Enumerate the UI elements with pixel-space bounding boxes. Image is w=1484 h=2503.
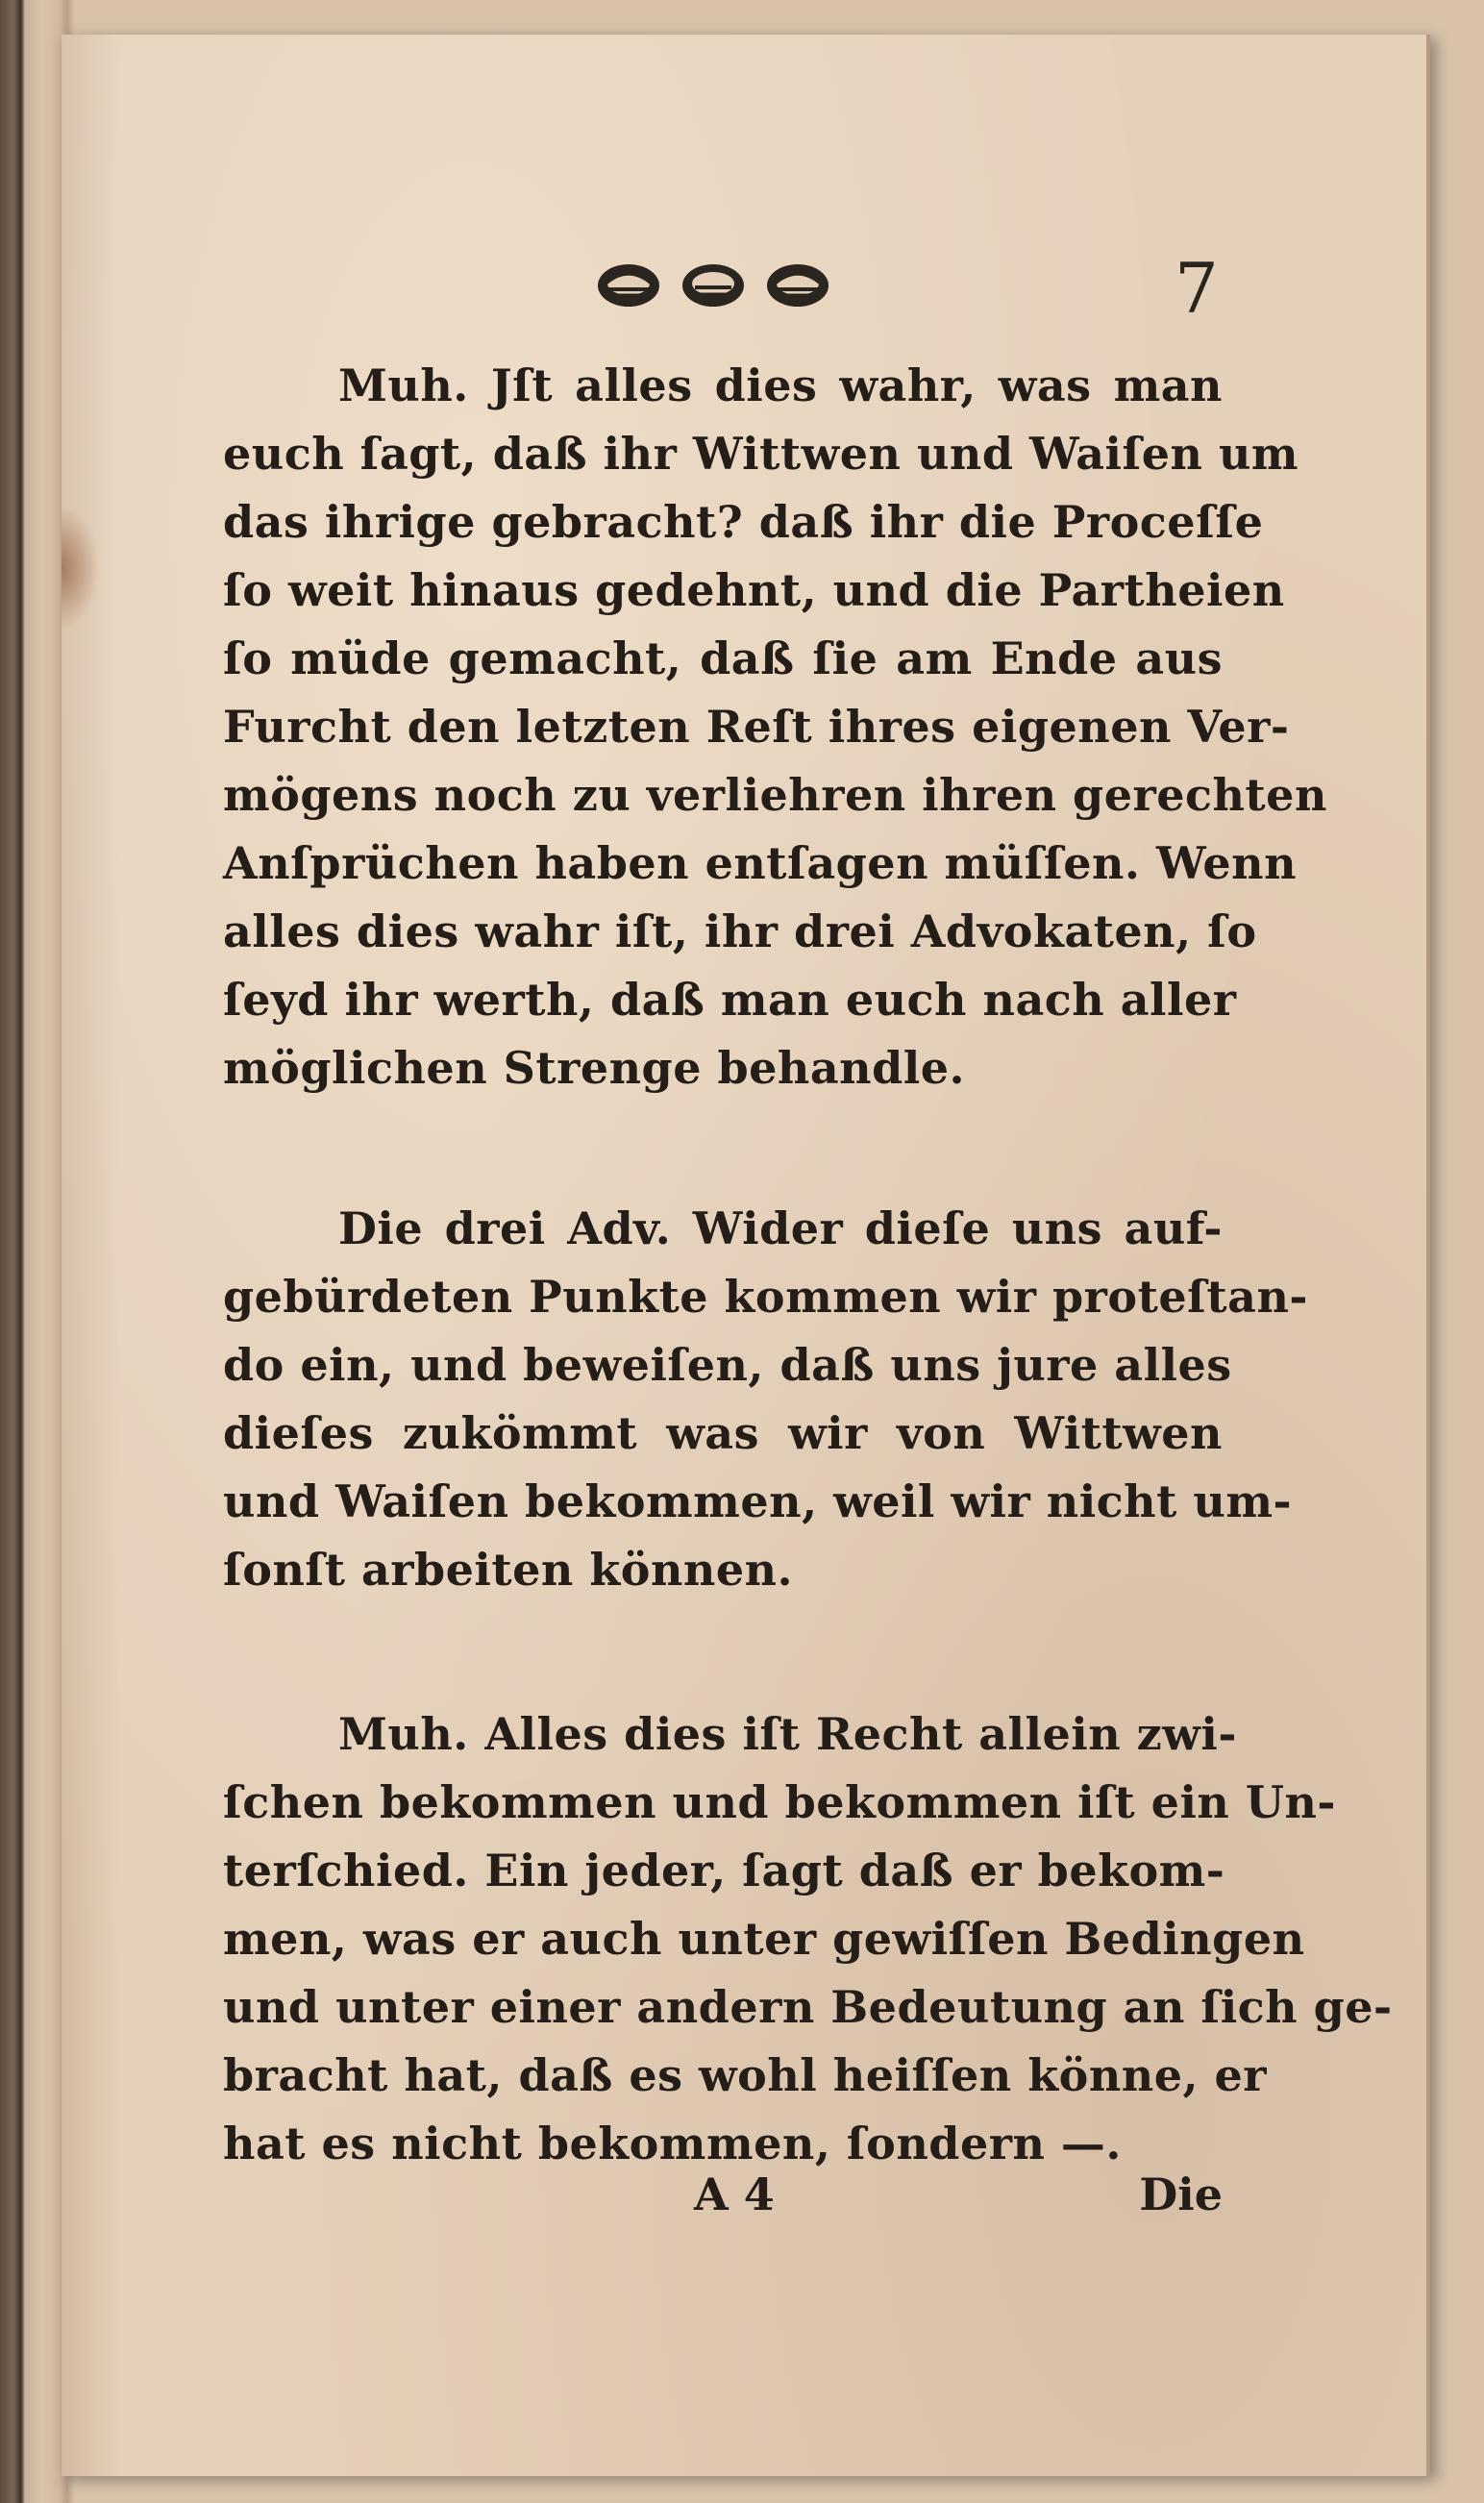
signature-mark: A 4 <box>694 2168 775 2220</box>
page-number: 7 <box>1175 248 1219 329</box>
text-line: ſchen bekommen und bekommen iſt ein Un- <box>223 1776 1337 1828</box>
text-line: und unter einer andern Bedeutung an ſich ge- <box>223 1981 1393 2033</box>
text-line: und Waiſen bekommen, weil wir nicht um- <box>223 1475 1293 1527</box>
text-line: hat es nicht bekommen, ſondern —. <box>223 2118 1122 2169</box>
body-text <box>223 352 1393 2178</box>
book-page <box>62 35 1430 2476</box>
text-line: euch ſagt, daß ihr Wittwen und Waiſen um <box>223 428 1299 480</box>
page-footer <box>223 2168 1223 2245</box>
text-line: men, was er auch unter gewiſſen Bedingen <box>223 1913 1305 1965</box>
text-line: alles dies wahr iſt, ihr drei Advokaten, ſo <box>223 905 1257 957</box>
text-line: ſeyd ihr werth, daß man euch nach aller <box>223 974 1237 1026</box>
binding-stain <box>62 506 100 631</box>
text-line: ſo weit hinaus gedehnt, und die Partheien <box>223 564 1285 616</box>
paragraph-3 <box>223 1700 1393 2178</box>
catchword: Die <box>1139 2168 1223 2220</box>
fleuron-icon <box>595 249 662 316</box>
text-line: dieſes zukömmt was wir von Wittwen <box>223 1407 1223 1459</box>
paragraph-2 <box>223 1195 1308 1604</box>
text-line: Furcht den letzten Reſt ihres eigenen Ver- <box>223 701 1290 753</box>
text-line: Muh. Jſt alles dies wahr, was man <box>338 359 1223 411</box>
fleuron-icon <box>764 249 831 316</box>
text-line: Die drei Adv. Wider dieſe uns auf- <box>338 1202 1223 1254</box>
text-line: bracht hat, daß es wohl heiſſen könne, er <box>223 2049 1268 2101</box>
text-line: terſchied. Ein jeder, ſagt daß er bekom- <box>223 1845 1225 1896</box>
text-line: Anſprüchen haben entſagen müſſen. Wenn <box>223 837 1298 889</box>
text-line: ſo müde gemacht, daß ſie am Ende aus <box>223 632 1223 684</box>
fleuron-icon <box>680 249 747 316</box>
text-line: das ihrige gebracht? daß ihr die Proceſſe <box>223 496 1264 548</box>
paragraph-1 <box>223 352 1327 1103</box>
text-line: do ein, und beweiſen, daß uns jure alles <box>223 1339 1232 1391</box>
text-line: gebürdeten Punkte kommen wir proteſtan- <box>223 1271 1308 1323</box>
text-line: mögens noch zu verliehren ihren gerechten <box>223 769 1327 821</box>
header-ornament <box>595 246 835 319</box>
text-line: Muh. Alles dies iſt Recht allein zwi- <box>338 1708 1237 1760</box>
text-line: ſonſt arbeiten können. <box>223 1544 794 1596</box>
text-line: möglichen Strenge behandle. <box>223 1042 966 1094</box>
